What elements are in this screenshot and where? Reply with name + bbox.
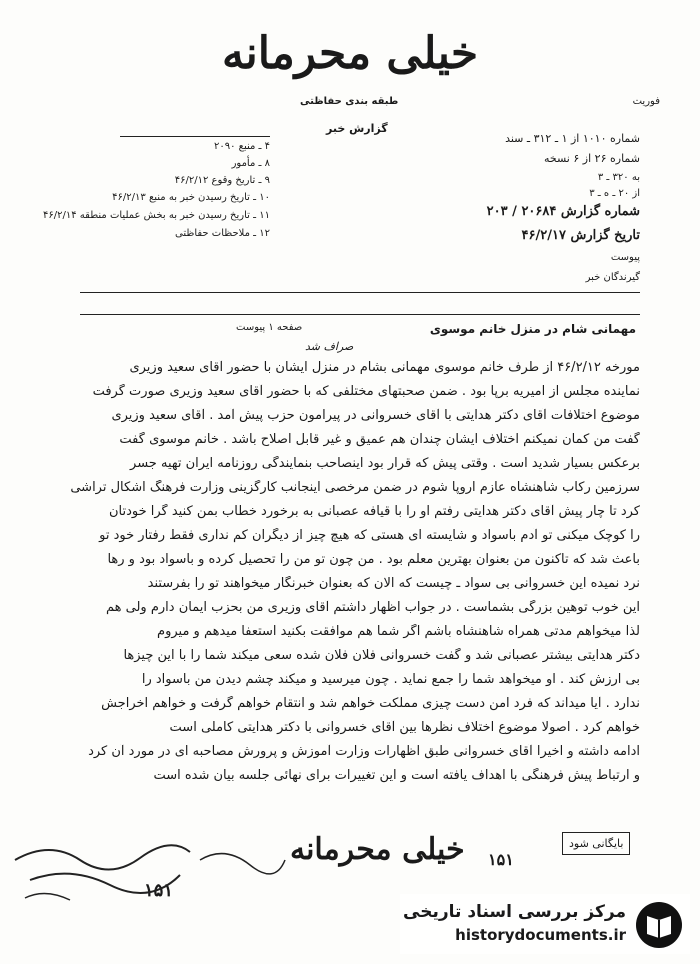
field-attachment: پیوست bbox=[610, 252, 640, 263]
initials-number: ۱۵۱ bbox=[144, 880, 174, 901]
divider-line bbox=[80, 314, 640, 315]
classification-label: طبقه بندی حفاظتی bbox=[300, 96, 399, 107]
body-line: باعث شد که تاکنون من بعنوان بهترین معلم بود . من چون تو من را تحصیل کرده و باسواد بود و رها bbox=[107, 552, 640, 567]
body-line: و ارتباط پیش فرهنگی با اهداف یافته است و این تغییرات برای نهائی جلسه بیان شده است bbox=[153, 768, 640, 783]
signature-stroke bbox=[25, 893, 70, 900]
watermark-url: historydocuments.ir bbox=[455, 926, 626, 944]
signatures bbox=[10, 830, 290, 910]
body-line: موضوع اختلافات آقای دکتر هدایتی با آقای خسروانی در پیرامون حزب پیش آمد . آقای سعید وزیری bbox=[111, 408, 640, 423]
field-received-ops: ۱۱ ـ تاریخ رسیدن خبر به بخش عملیات منطقه ۴۶/۲/۱۴ bbox=[43, 210, 270, 221]
subject-line: مهمانی شام در منزل خانم موسوی bbox=[429, 322, 636, 336]
signature-stroke bbox=[200, 854, 285, 874]
field-event-date: ۹ ـ تاریخ وقوع ۴۶/۲/۱۲ bbox=[174, 175, 270, 186]
field-agent: ۸ ـ مأمور bbox=[231, 158, 270, 169]
field-underline bbox=[120, 136, 270, 137]
report-label: گزارش خبر bbox=[326, 122, 388, 135]
body-line: دکتر هدایتی بیشتر عصبانی شد و گفت خسروانی فلان فلان شده سعی میکند شما را با این چیزها bbox=[123, 648, 640, 663]
body-line: کرد تا چار پیش آقای دکتر هدایتی رفتم او را با قیافه عصبانی به برخورد خطاب بمن کنید گرا خودتان bbox=[108, 504, 640, 519]
signature-stroke bbox=[30, 874, 180, 893]
footer-number: ۱۵۱ bbox=[488, 850, 514, 869]
field-protection-notes: ۱۲ ـ ملاحظات حفاظتی bbox=[175, 228, 270, 239]
body-line: را کوچک میکنی تو آدم باسواد و شایسته ای هستی که هیچ چیز از دیگران کم نداری فقط رفتار خود تو bbox=[99, 528, 640, 543]
body-line: بی ارزش کند . او میخواهد شما را جمع نماید . چون میرسید و میکند چشم دیدن من باسواد را bbox=[141, 672, 640, 687]
signature-stroke bbox=[15, 845, 190, 869]
watermark bbox=[400, 894, 690, 954]
field-report-date: تاریخ گزارش ۴۶/۲/۱۷ bbox=[521, 228, 640, 243]
page-count: صفحه ۱ پیوست bbox=[236, 322, 303, 333]
body-line: سرزمین رکاب شاهنشاه عازم اروپا شوم در ضمن مرخصی اینجانب کارگزینی وزارت فرهنگ اشکال تراشی bbox=[70, 480, 640, 495]
body-line: این خوب توهین بزرگی بشماست . در جواب اظهار داشتم آقای وزیری من بحزب ایمان دارم ولی هم bbox=[105, 600, 640, 615]
body-line: ندارد . آیا میداند که فرد امن دست چیزی مملکت خواهم شد و انتقام خواهم گرفت و خواهم اخراجش bbox=[101, 696, 640, 711]
body-line: نرد نمیده این خسروانی بی سواد ـ چیست که الان که بعنوان خبرنگار میخواهند تو را بفرستند bbox=[147, 576, 640, 591]
body-line: ادامه داشته و اخیرا آقای خسروانی طبق اظهارات وزارت آموزش و پرورش مصاحبه ای در مورد آن کرد bbox=[88, 744, 640, 759]
field-source: ۴ ـ منبع ۲۰۹۰ bbox=[213, 141, 270, 152]
footer-title: خیلی محرمانه bbox=[290, 832, 465, 867]
divider-line bbox=[80, 292, 640, 293]
field-recipients: گیرندگان خبر bbox=[585, 272, 640, 283]
margin-note: صراف شد bbox=[305, 340, 354, 353]
body-line: گفت من کمان نمیکنم اختلاف ایشان چندان هم عمیق و غیر قابل اصلاح باشد . خانم موسوی گفت bbox=[119, 432, 640, 447]
urgency-label: فوریت bbox=[632, 96, 660, 107]
body-line: خواهم کرد . اصولا موضوع اختلاف نظرها بین آقای خسروانی با دکتر هدایتی کاملی است bbox=[169, 720, 640, 735]
field-to: به ۳۲۰ ـ ۳ bbox=[597, 172, 640, 183]
book-logo-icon bbox=[634, 900, 684, 950]
body-line: برعکس بسیار شدید است . وقتی پیش که قرار بود اینصاحب بنمایندگی روزنامه ایران تهیه جسر bbox=[130, 456, 640, 471]
watermark-name: مرکز بررسی اسناد تاریخی bbox=[403, 902, 626, 922]
document-title: خیلی محرمانه bbox=[221, 28, 479, 79]
body-line: نماینده مجلس از امیریه برپا بود . ضمن صحبتهای مختلفی که با حضور آقای سعید وزیری صورت گرفت bbox=[92, 384, 640, 399]
field-copy: شماره ۲۶ از ۶ نسخه bbox=[544, 152, 640, 165]
archive-stamp: بایگانی شود bbox=[562, 832, 630, 855]
field-report-number: شماره گزارش ۲۰۶۸۴ / ۲۰۳ bbox=[486, 204, 640, 219]
field-from: از ۲۰ ـ ه ـ ۳ bbox=[589, 188, 640, 199]
body-line: مورخه ۴۶/۲/۱۲ از طرف خانم موسوی مهمانی بشام در منزل ایشان با حضور آقای سعید وزیری bbox=[129, 360, 640, 375]
field-number: شماره ۱۰۱۰ از ۱ ـ ۳۱۲ ـ سند bbox=[505, 132, 640, 145]
body-line: لذا میخواهم مدتی همراه شاهنشاه باشم اگر شما هم موافقت بکنید استعفا میدهم و میروم bbox=[157, 624, 640, 639]
field-received-source: ۱۰ ـ تاریخ رسیدن خبر به منبع ۴۶/۲/۱۳ bbox=[112, 192, 270, 203]
